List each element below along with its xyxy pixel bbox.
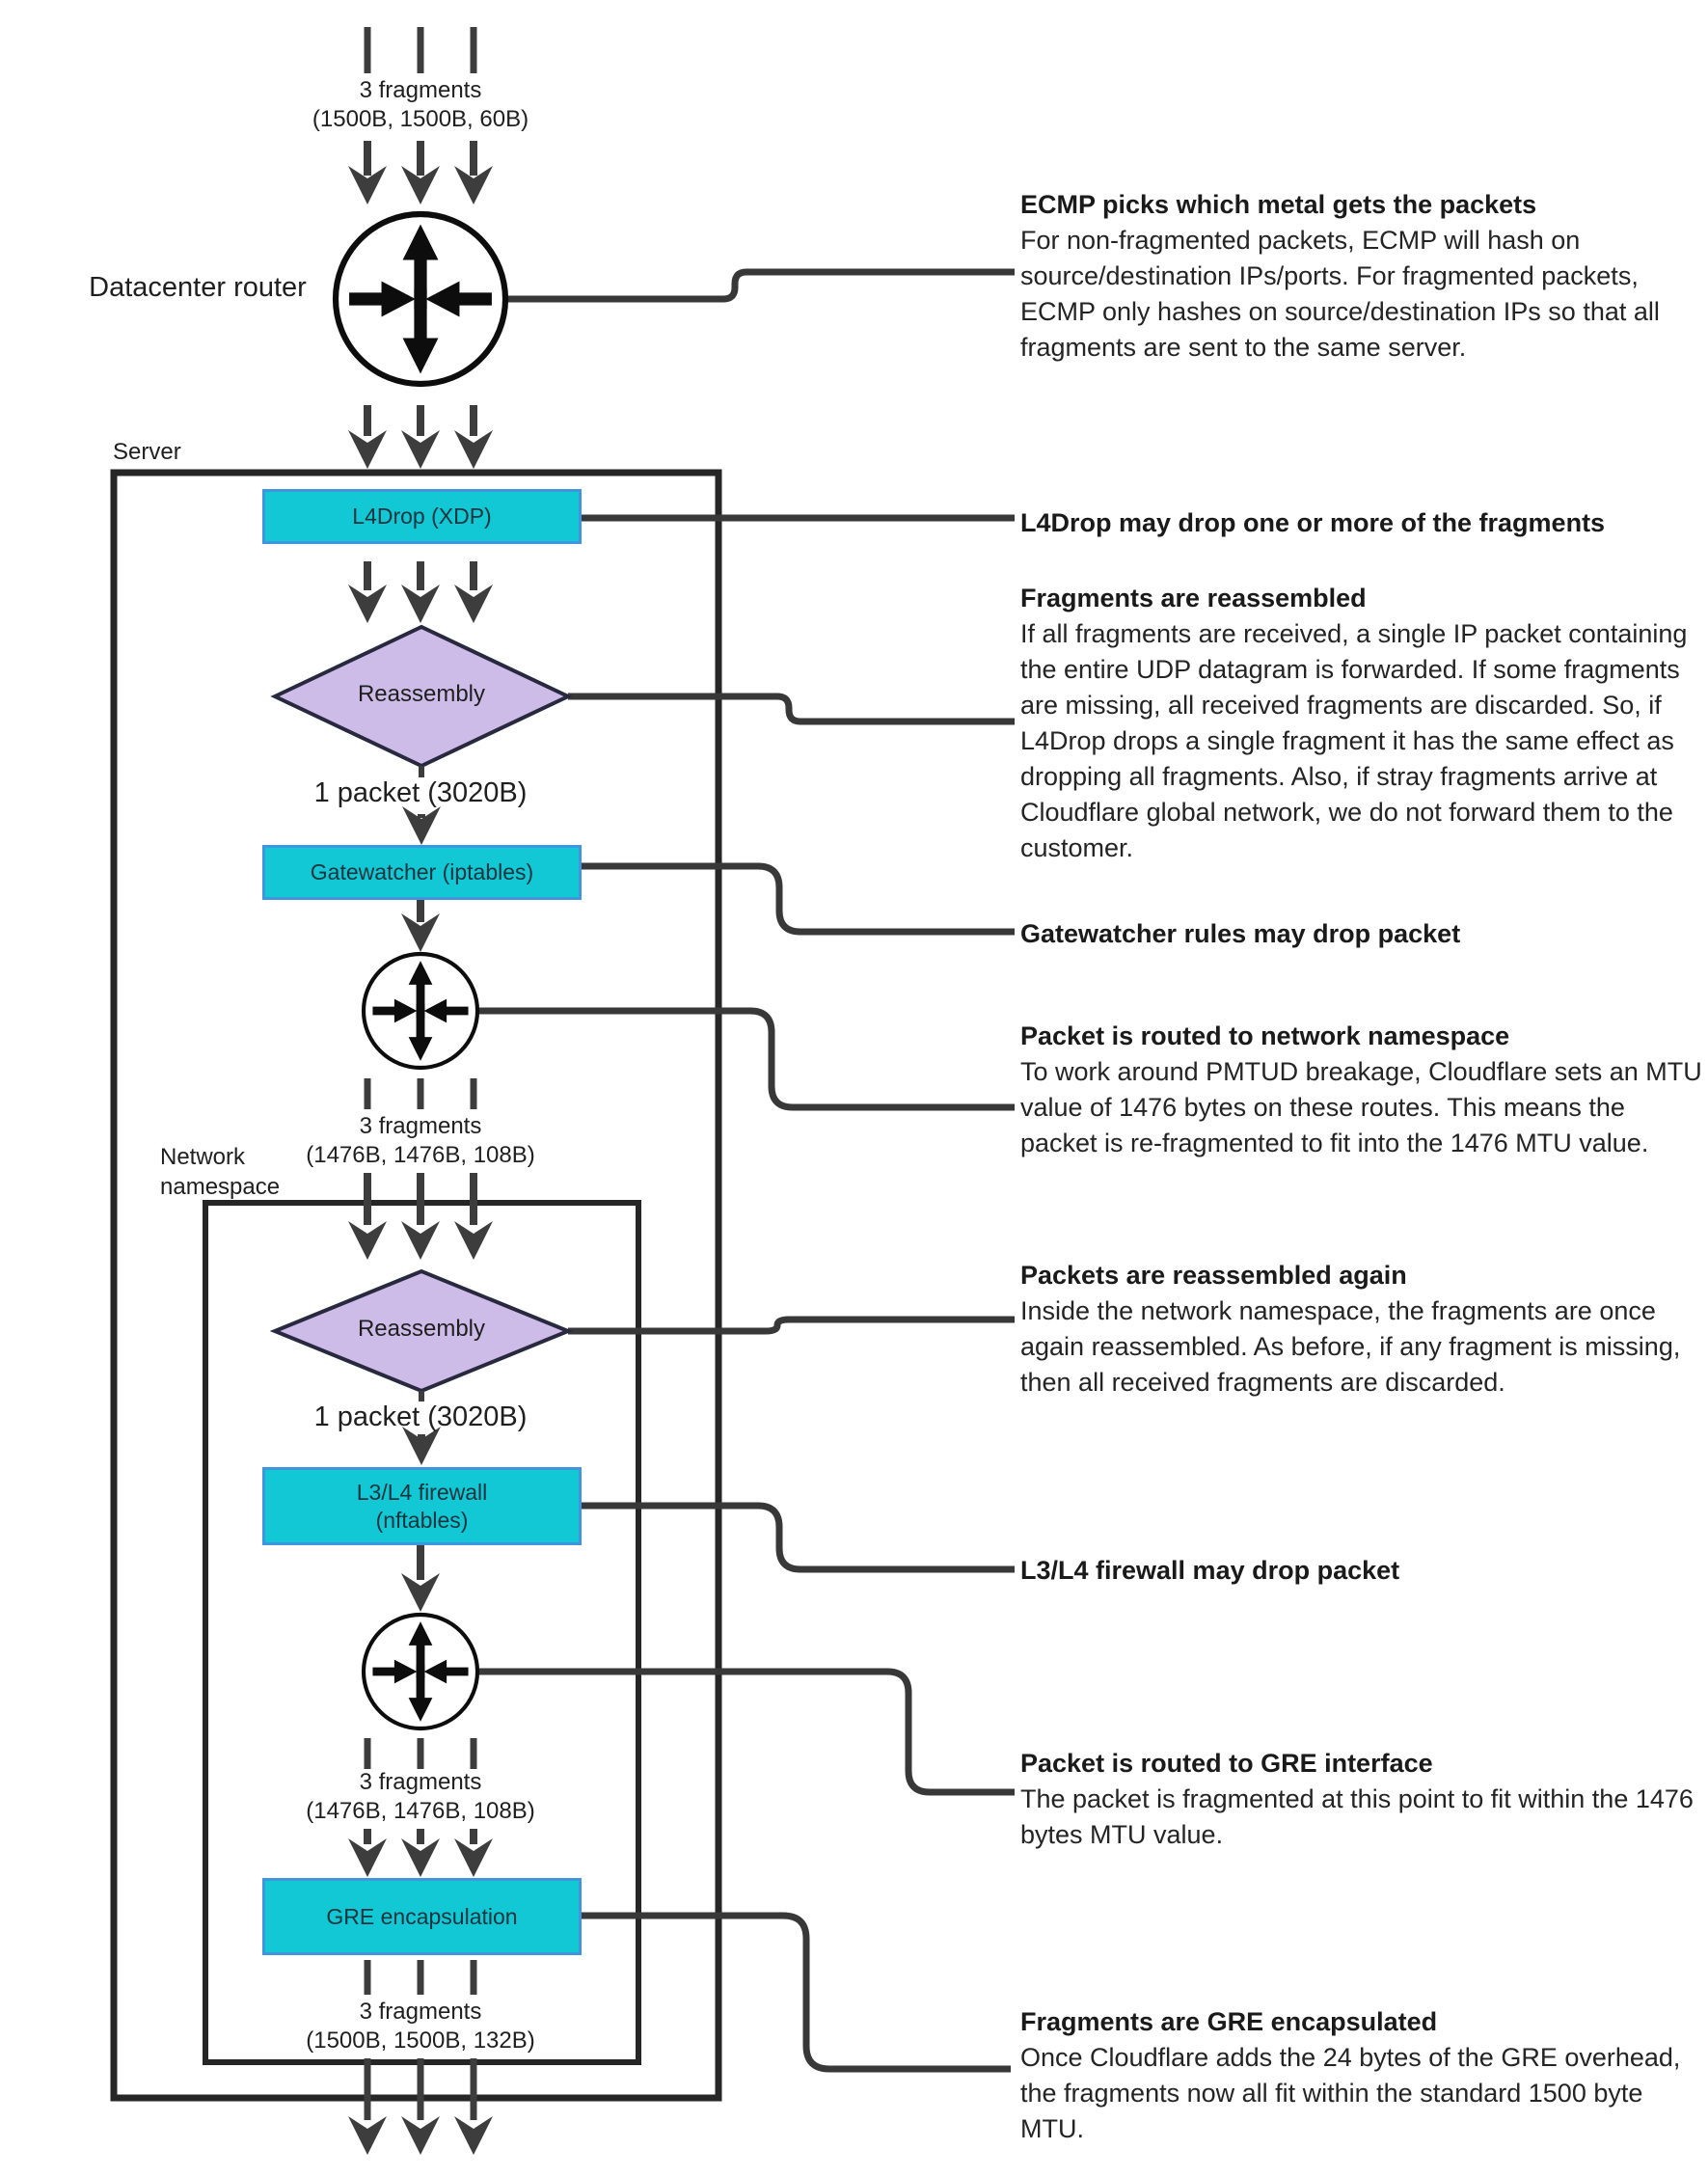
arrows-into-datacenter-router <box>348 141 493 204</box>
annotation-heading: ECMP picks which metal gets the packets <box>1020 190 1537 219</box>
annotation-routed-gre <box>1020 1746 1703 1853</box>
connector-gre <box>582 1916 1011 2069</box>
arrows-out-of-server <box>348 2058 493 2155</box>
annotation-firewall <box>1020 1553 1703 1589</box>
incoming-fragment-dashes <box>367 27 474 73</box>
annotation-routed-namespace <box>1020 1019 1703 1161</box>
gre-fragments-label: 3 fragments <box>359 1769 482 1795</box>
gatewatcher-label: Gatewatcher (iptables) <box>310 859 534 885</box>
fragment-dashes-4 <box>367 1960 474 1995</box>
input-fragments-sizes: (1500B, 1500B, 60B) <box>312 106 529 132</box>
arrows-l4drop-to-reassembly <box>348 561 493 623</box>
routed-fragments-label: 3 fragments <box>359 1113 482 1139</box>
firewall-label-line1: L3/L4 firewall <box>356 1479 488 1505</box>
firewall-label-line2: (nftables) <box>375 1507 469 1533</box>
gatewatcher-node <box>262 845 582 900</box>
l4drop-node <box>262 489 582 544</box>
annotation-body: If all fragments are received, a single IP packet containing the entire UDP datagram is forwarded. If some fragments are missing, all received fragments are discarded. So, if L4Drop drops a single fragment it has the same effect as dropping all fragments. Also, if stray fragments arrive at Cloudflare global network, we do not forward them to the customer. <box>1020 619 1688 862</box>
annotation-reassembled-again <box>1020 1258 1703 1401</box>
fragment-dashes-3 <box>367 1738 474 1769</box>
annotation-heading: L4Drop may drop one or more of the fragments <box>1020 508 1606 537</box>
annotation-ecmp <box>1020 187 1703 366</box>
connector-route-namespace <box>477 1011 1015 1107</box>
arrows-into-namespace <box>348 1173 493 1260</box>
reassembly2-label: Reassembly <box>357 1316 486 1342</box>
connector-firewall <box>582 1506 1015 1569</box>
datacenter-router-label: Datacenter router <box>89 272 307 303</box>
annotation-heading: Packet is routed to GRE interface <box>1020 1749 1433 1778</box>
annotation-reassembled <box>1020 581 1703 866</box>
reassembly-label: Reassembly <box>357 681 486 707</box>
fragment-dashes-2 <box>367 1078 474 1109</box>
annotation-body: Inside the network namespace, the fragments are once again reassembled. As before, if any fragment is missing, then all received fragments are discarded. <box>1020 1296 1681 1397</box>
annotation-heading: Packets are reassembled again <box>1020 1261 1407 1290</box>
arrows-into-server <box>348 405 493 469</box>
connector-reassembly1 <box>568 696 1015 721</box>
route-to-gre-router-icon <box>364 1615 477 1728</box>
packet-label: 1 packet (3020B) <box>313 777 528 808</box>
annotation-gatewatcher <box>1020 916 1703 952</box>
gre-node <box>262 1878 582 1955</box>
annotation-l4drop <box>1020 505 1703 541</box>
annotation-gre-encapsulated <box>1020 2004 1703 2147</box>
annotation-body: To work around PMTUD breakage, Cloudflare sets an MTU value of 1476 bytes on these routes. This means the packet is re-fragmented to fit into the 1476 MTU value. <box>1020 1057 1702 1157</box>
input-fragments-label: 3 fragments <box>359 77 482 103</box>
annotation-heading: Gatewatcher rules may drop packet <box>1020 919 1461 948</box>
route-to-namespace-router-icon <box>364 954 477 1068</box>
connector-ecmp <box>505 272 1015 299</box>
connector-reassembly2 <box>568 1320 1015 1331</box>
output-fragments-label: 3 fragments <box>359 1999 482 2025</box>
output-fragments-sizes: (1500B, 1500B, 132B) <box>306 2027 535 2054</box>
packet2-label: 1 packet (3020B) <box>313 1401 528 1432</box>
annotation-heading: L3/L4 firewall may drop packet <box>1020 1556 1400 1585</box>
gre-fragments-sizes: (1476B, 1476B, 108B) <box>306 1798 535 1824</box>
annotation-body: The packet is fragmented at this point to fit within the 1476 bytes MTU value. <box>1020 1784 1694 1849</box>
annotation-heading: Fragments are reassembled <box>1020 584 1367 612</box>
network-namespace-label: Network namespace <box>160 1144 281 1200</box>
routed-fragments-sizes: (1476B, 1476B, 108B) <box>306 1142 535 1168</box>
datacenter-router-icon <box>336 214 505 384</box>
firewall-node <box>262 1467 582 1545</box>
annotation-heading: Fragments are GRE encapsulated <box>1020 2007 1438 2036</box>
arrows-into-gre <box>348 1829 493 1877</box>
annotation-heading: Packet is routed to network namespace <box>1020 1021 1510 1050</box>
annotation-body: Once Cloudflare adds the 24 bytes of the GRE overhead, the fragments now all fit within the standard 1500 byte MTU. <box>1020 2043 1681 2143</box>
l4drop-label: L4Drop (XDP) <box>352 503 492 530</box>
server-label: Server <box>113 439 181 465</box>
gre-label: GRE encapsulation <box>326 1903 518 1929</box>
connector-gatewatcher <box>582 866 1015 932</box>
annotation-body: For non-fragmented packets, ECMP will hash on source/destination IPs/ports. For fragmented packets, ECMP only hashes on source/destination IPs so that all fragments are sent to the same server. <box>1020 226 1660 362</box>
